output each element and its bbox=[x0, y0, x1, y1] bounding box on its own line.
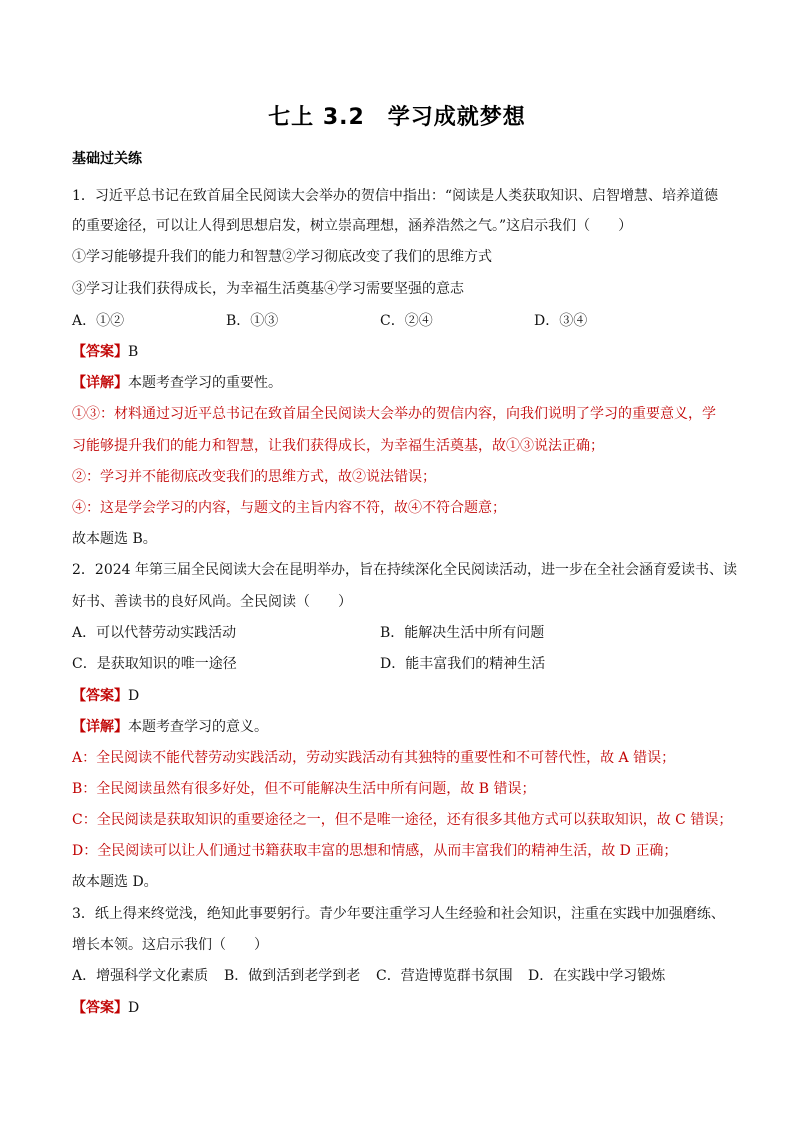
q1-stem-line-1: 1．习近平总书记在致首届全民阅读大会举办的贺信中指出：“阅读是人类获取知识、启智增慧、培养道德 bbox=[72, 188, 719, 204]
section-heading: 基础过关练 bbox=[72, 151, 142, 167]
q1-explanation-line-3: ②：学习并不能彻底改变我们的思维方式，故②说法错误； bbox=[72, 469, 436, 485]
q2-explanation-line-4: D：全民阅读可以让人们通过书籍获取丰富的思想和情感，从而丰富我们的精神生活，故 D 正确； bbox=[72, 843, 678, 859]
answer-tag: 【答案】 bbox=[72, 688, 128, 704]
q3-answer bbox=[72, 998, 139, 1018]
q1-answer bbox=[72, 342, 138, 362]
q2-explanation-line-1: A：全民阅读不能代替劳动实践活动，劳动实践活动有其独特的重要性和不可替代性，故 A 错误； bbox=[72, 750, 676, 766]
q1-option-a: A．①② bbox=[72, 313, 125, 329]
q2-conclusion: 故本题选 D。 bbox=[72, 874, 158, 890]
q3-option-d: D．在实践中学习锻炼 bbox=[528, 968, 666, 984]
answer-value: B bbox=[128, 344, 139, 360]
q2-option-d: D．能丰富我们的精神生活 bbox=[380, 656, 546, 672]
answer-tag: 【答案】 bbox=[72, 1000, 128, 1016]
answer-value: D bbox=[128, 1000, 140, 1016]
answer-tag: 【答案】 bbox=[72, 344, 128, 360]
q1-item-line-1: ①学习能够提升我们的能力和智慧②学习彻底改变了我们的思维方式 bbox=[72, 249, 492, 265]
detail-tag: 【详解】 bbox=[72, 375, 128, 391]
detail-tag: 【详解】 bbox=[72, 719, 128, 735]
q3-option-b: B．做到活到老学到老 bbox=[224, 968, 361, 984]
q3-stem-line-1: 3．纸上得来终觉浅，绝知此事要躬行。青少年要注重学习人生经验和社会知识，注重在实践中加强磨练、 bbox=[72, 906, 725, 922]
q3-stem-line-2: 增长本领。这启示我们（ ） bbox=[72, 937, 268, 953]
q3-option-a: A．增强科学文化素质 bbox=[72, 968, 209, 984]
detail-text: 本题考查学习的重要性。 bbox=[128, 375, 282, 391]
q2-option-b: B．能解决生活中所有问题 bbox=[380, 625, 545, 641]
detail-text: 本题考查学习的意义。 bbox=[128, 719, 268, 735]
q1-option-d: D．③④ bbox=[534, 313, 588, 329]
q1-stem-line-2: 的重要途径，可以让人得到思想启发，树立崇高理想，涵养浩然之气。”这启示我们（ ） bbox=[72, 218, 633, 234]
q2-option-a: A．可以代替劳动实践活动 bbox=[72, 625, 237, 641]
page-title: 七上 3.2 学习成就梦想 bbox=[268, 105, 526, 130]
q1-option-c: C．②④ bbox=[380, 313, 433, 329]
q3-option-c: C．营造博览群书氛围 bbox=[376, 968, 513, 984]
q1-conclusion: 故本题选 B。 bbox=[72, 531, 157, 547]
q1-item-line-2: ③学习让我们获得成长，为幸福生活奠基④学习需要坚强的意志 bbox=[72, 281, 464, 297]
q1-explanation-line-1: ①③：材料通过习近平总书记在致首届全民阅读大会举办的贺信内容，向我们说明了学习的重要意义，学 bbox=[72, 406, 716, 422]
answer-value: D bbox=[128, 688, 140, 704]
q2-answer bbox=[72, 686, 139, 706]
q2-explanation-line-3: C：全民阅读是获取知识的重要途径之一，但不是唯一途径，还有很多其他方式可以获取知识，故 C 错误； bbox=[72, 812, 733, 828]
q1-detail bbox=[72, 373, 282, 393]
q1-option-b: B．①③ bbox=[226, 313, 279, 329]
q1-explanation-line-2: 习能够提升我们的能力和智慧，让我们获得成长，为幸福生活奠基，故①③说法正确； bbox=[72, 438, 604, 454]
q2-option-c: C．是获取知识的唯一途径 bbox=[72, 656, 237, 672]
q2-explanation-line-2: B：全民阅读虽然有很多好处，但不可能解决生活中所有问题，故 B 错误； bbox=[72, 781, 536, 797]
q2-stem-line-1: 2．2024 年第三届全民阅读大会在昆明举办，旨在持续深化全民阅读活动，进一步在全社会涵育爱读书、读 bbox=[72, 562, 737, 578]
q1-explanation-line-4: ④：这是学会学习的内容，与题文的主旨内容不符，故④不符合题意； bbox=[72, 500, 506, 516]
q2-stem-line-2: 好书、善读书的良好风尚。全民阅读（ ） bbox=[72, 594, 352, 610]
q2-detail bbox=[72, 717, 268, 737]
